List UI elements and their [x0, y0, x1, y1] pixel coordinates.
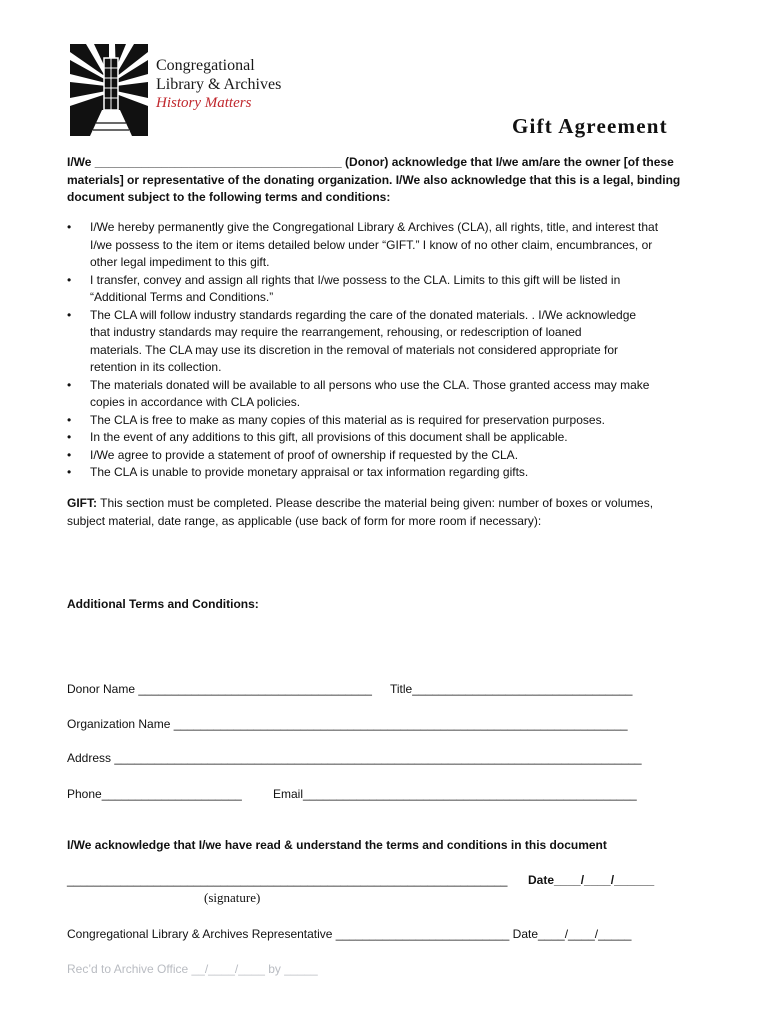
bullet-icon: •	[67, 220, 72, 234]
term-line: retention in its collection.	[90, 360, 222, 374]
bullet-icon: •	[67, 307, 72, 322]
logo-name-line1: Congregational	[156, 57, 255, 74]
term-line: that industry standards may require the rearrangement, rehousing, or redescription of loaned	[90, 325, 582, 339]
donor-name-field[interactable]: Donor Name ___________________________________	[67, 682, 372, 696]
archway-logo-icon	[70, 44, 148, 136]
term-line: I/we possess to the item or items detailed below under “GIFT.” I know of no other claim, encumbrances, or	[90, 237, 653, 252]
term-line: other legal impediment to this gift.	[90, 255, 270, 269]
term-line: In the event of any additions to this gift, all provisions of this document shall be applicable.	[90, 430, 568, 444]
term-line: I transfer, convey and assign all rights that I/we possess to the CLA. Limits to this gift will be listed in	[90, 272, 621, 287]
terms-list-item	[67, 307, 707, 377]
intro-line: materials] or representative of the donating organization. I/We also acknowledge that this is a legal, binding	[67, 172, 681, 187]
term-line: materials. The CLA may use its discretion in the removal of materials not considered appropriate for	[90, 342, 619, 357]
term-line: I/We hereby permanently give the Congregational Library & Archives (CLA), all rights, title, and interest that	[90, 220, 659, 234]
term-line: “Additional Terms and Conditions.”	[90, 290, 274, 304]
term-line: The CLA is free to make as many copies of this material as is required for preservation purposes.	[90, 412, 605, 427]
cla-logo	[70, 44, 310, 136]
term-line: The materials donated will be available to all persons who use the CLA. Those granted access may make	[90, 377, 650, 392]
address-field[interactable]: Address _______________________________________________________________________________	[67, 751, 642, 765]
logo-name-line2: Library & Archives	[156, 76, 282, 93]
organization-name-field[interactable]: Organization Name ____________________________________________________________________	[67, 717, 628, 731]
terms-list-item	[67, 272, 707, 307]
terms-list-item	[67, 412, 707, 430]
representative-field[interactable]: Congregational Library & Archives Representative __________________________ Date____/____/_____	[67, 927, 632, 941]
bullet-icon: •	[67, 447, 72, 462]
bullet-icon: •	[67, 412, 72, 427]
intro-line: I/We _____________________________________ (Donor) acknowledge that I/we am/are the owner [of these	[67, 155, 674, 169]
term-line: The CLA will follow industry standards regarding the care of the donated materials. . I/We acknowledge	[90, 307, 637, 322]
additional-terms-label: Additional Terms and Conditions:	[67, 597, 259, 611]
logo-tagline: History Matters	[156, 95, 252, 111]
terms-list-item	[67, 447, 707, 465]
title-field[interactable]: Title_________________________________	[390, 682, 633, 696]
intro-line: document subject to the following terms and conditions:	[67, 190, 391, 204]
phone-field[interactable]: Phone_____________________	[67, 787, 242, 801]
term-line: I/We agree to provide a statement of proof of ownership if requested by the CLA.	[90, 447, 519, 462]
bullet-icon: •	[67, 272, 72, 287]
terms-list	[67, 219, 707, 482]
gift-instructions: This section must be completed. Please describe the material being given: number of boxes or volumes,	[97, 496, 654, 510]
logo-wordmark	[156, 56, 281, 113]
gift-label: GIFT:	[67, 496, 97, 510]
terms-list-item	[67, 377, 707, 412]
signature-date-field[interactable]: Date____/____/______	[528, 873, 655, 887]
terms-list-item	[67, 219, 707, 272]
received-archive-office-line: Rec’d to Archive Office __/____/____ by _____	[67, 962, 318, 976]
gift-line	[67, 495, 707, 513]
term-line: copies in accordance with CLA policies.	[90, 395, 301, 409]
email-field[interactable]: Email__________________________________________________	[273, 787, 637, 801]
gift-section	[67, 495, 707, 530]
acknowledgement-statement: I/We acknowledge that I/we have read & understand the terms and conditions in this document	[67, 838, 607, 852]
terms-list-item	[67, 429, 707, 447]
document-title: Gift Agreement	[512, 114, 668, 138]
signature-caption: (signature)	[204, 890, 261, 905]
gift-line: subject material, date range, as applicable (use back of form for more room if necessary):	[67, 513, 542, 528]
bullet-icon: •	[67, 430, 72, 444]
bullet-icon: •	[67, 377, 72, 392]
signature-line[interactable]: __________________________________________________________________	[67, 873, 508, 887]
term-line: The CLA is unable to provide monetary appraisal or tax information regarding gifts.	[90, 465, 529, 479]
intro-paragraph	[67, 154, 707, 207]
bullet-icon: •	[67, 465, 72, 479]
terms-list-item	[67, 464, 707, 482]
